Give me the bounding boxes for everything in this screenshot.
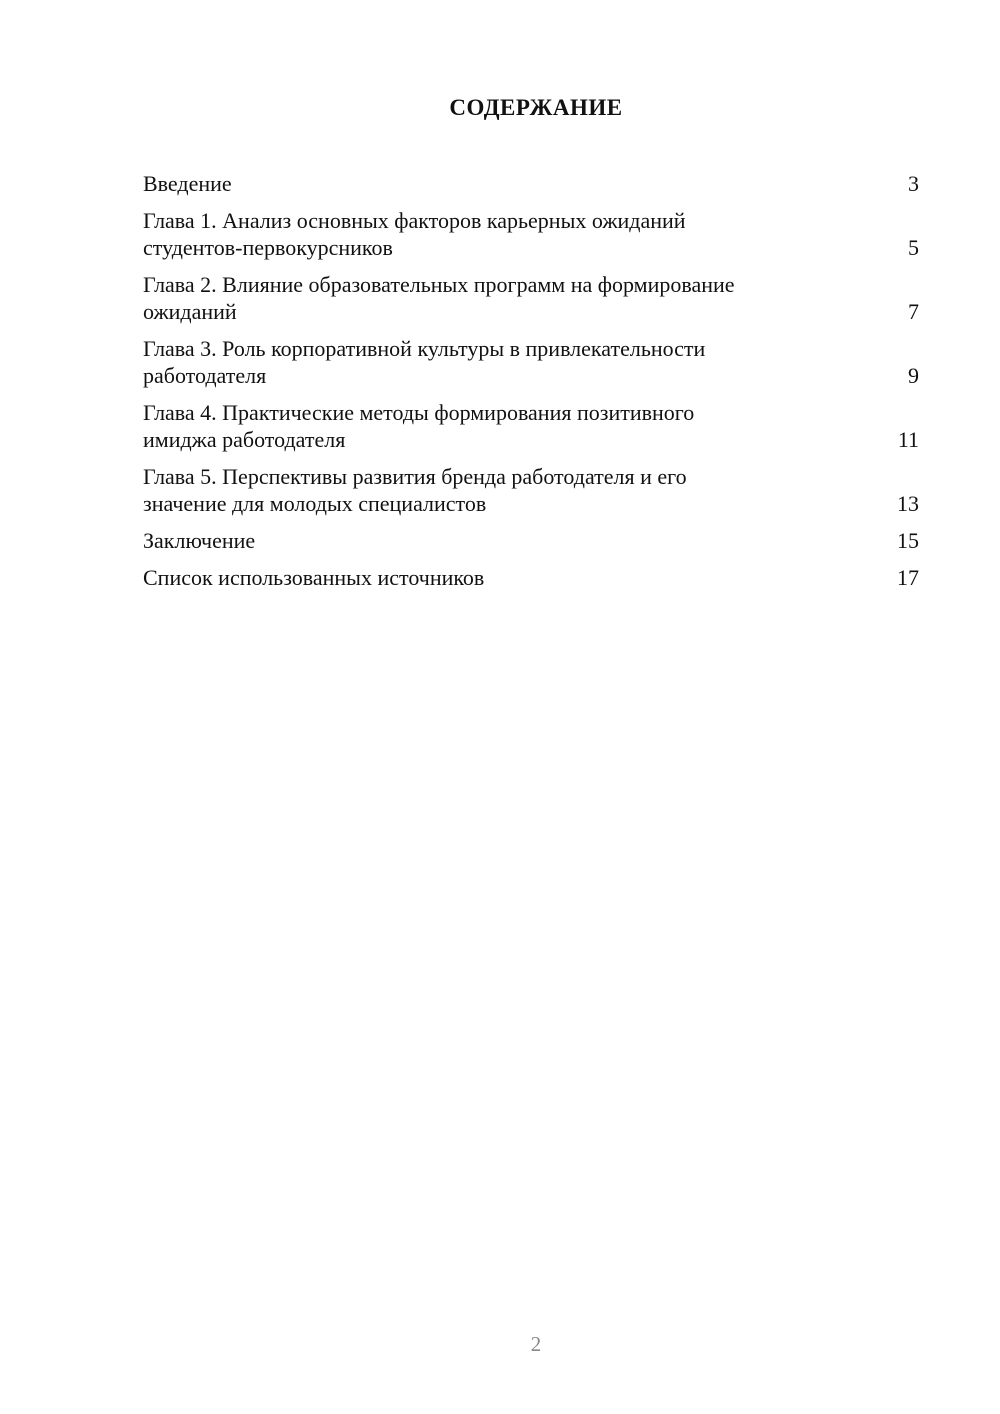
- toc-item-page: 7: [908, 299, 919, 324]
- toc-item-page: 5: [908, 235, 919, 260]
- toc-item-page: 9: [908, 363, 919, 388]
- toc-item-text: Введение: [143, 171, 232, 196]
- toc-item-chapter-4: [143, 399, 919, 453]
- toc-item-text: Список использованных источников: [143, 565, 485, 590]
- toc-item-text: Глава 2. Влияние образовательных программ на формирование ожиданий: [143, 272, 735, 324]
- table-of-contents: [143, 170, 919, 591]
- toc-item-introduction: [143, 170, 919, 197]
- toc-item-chapter-3: [143, 335, 919, 389]
- toc-item-page: 17: [897, 565, 919, 590]
- toc-item-page: 15: [897, 528, 919, 553]
- toc-item-text: Заключение: [143, 528, 256, 553]
- toc-item-chapter-5: [143, 463, 919, 517]
- toc-item-text: Глава 1. Анализ основных факторов карьерных ожиданий студентов-первокурсников: [143, 208, 686, 260]
- toc-item-text: Глава 5. Перспективы развития бренда работодателя и его значение для молодых специалистов: [143, 464, 687, 516]
- page-title: СОДЕРЖАНИЕ: [449, 95, 623, 120]
- toc-item-text: Глава 4. Практические методы формирования позитивного имиджа работодателя: [143, 400, 695, 452]
- toc-item-page: 13: [897, 491, 919, 516]
- toc-item-conclusion: [143, 527, 919, 554]
- toc-item-chapter-1: [143, 207, 919, 261]
- toc-item-page: 11: [897, 427, 919, 452]
- toc-item-references: [143, 564, 919, 591]
- page-number: 2: [530, 1332, 542, 1356]
- toc-item-page: 3: [908, 171, 919, 196]
- toc-item-text: Глава 3. Роль корпоративной культуры в привлекательности работодателя: [143, 336, 706, 388]
- toc-item-chapter-2: [143, 271, 919, 325]
